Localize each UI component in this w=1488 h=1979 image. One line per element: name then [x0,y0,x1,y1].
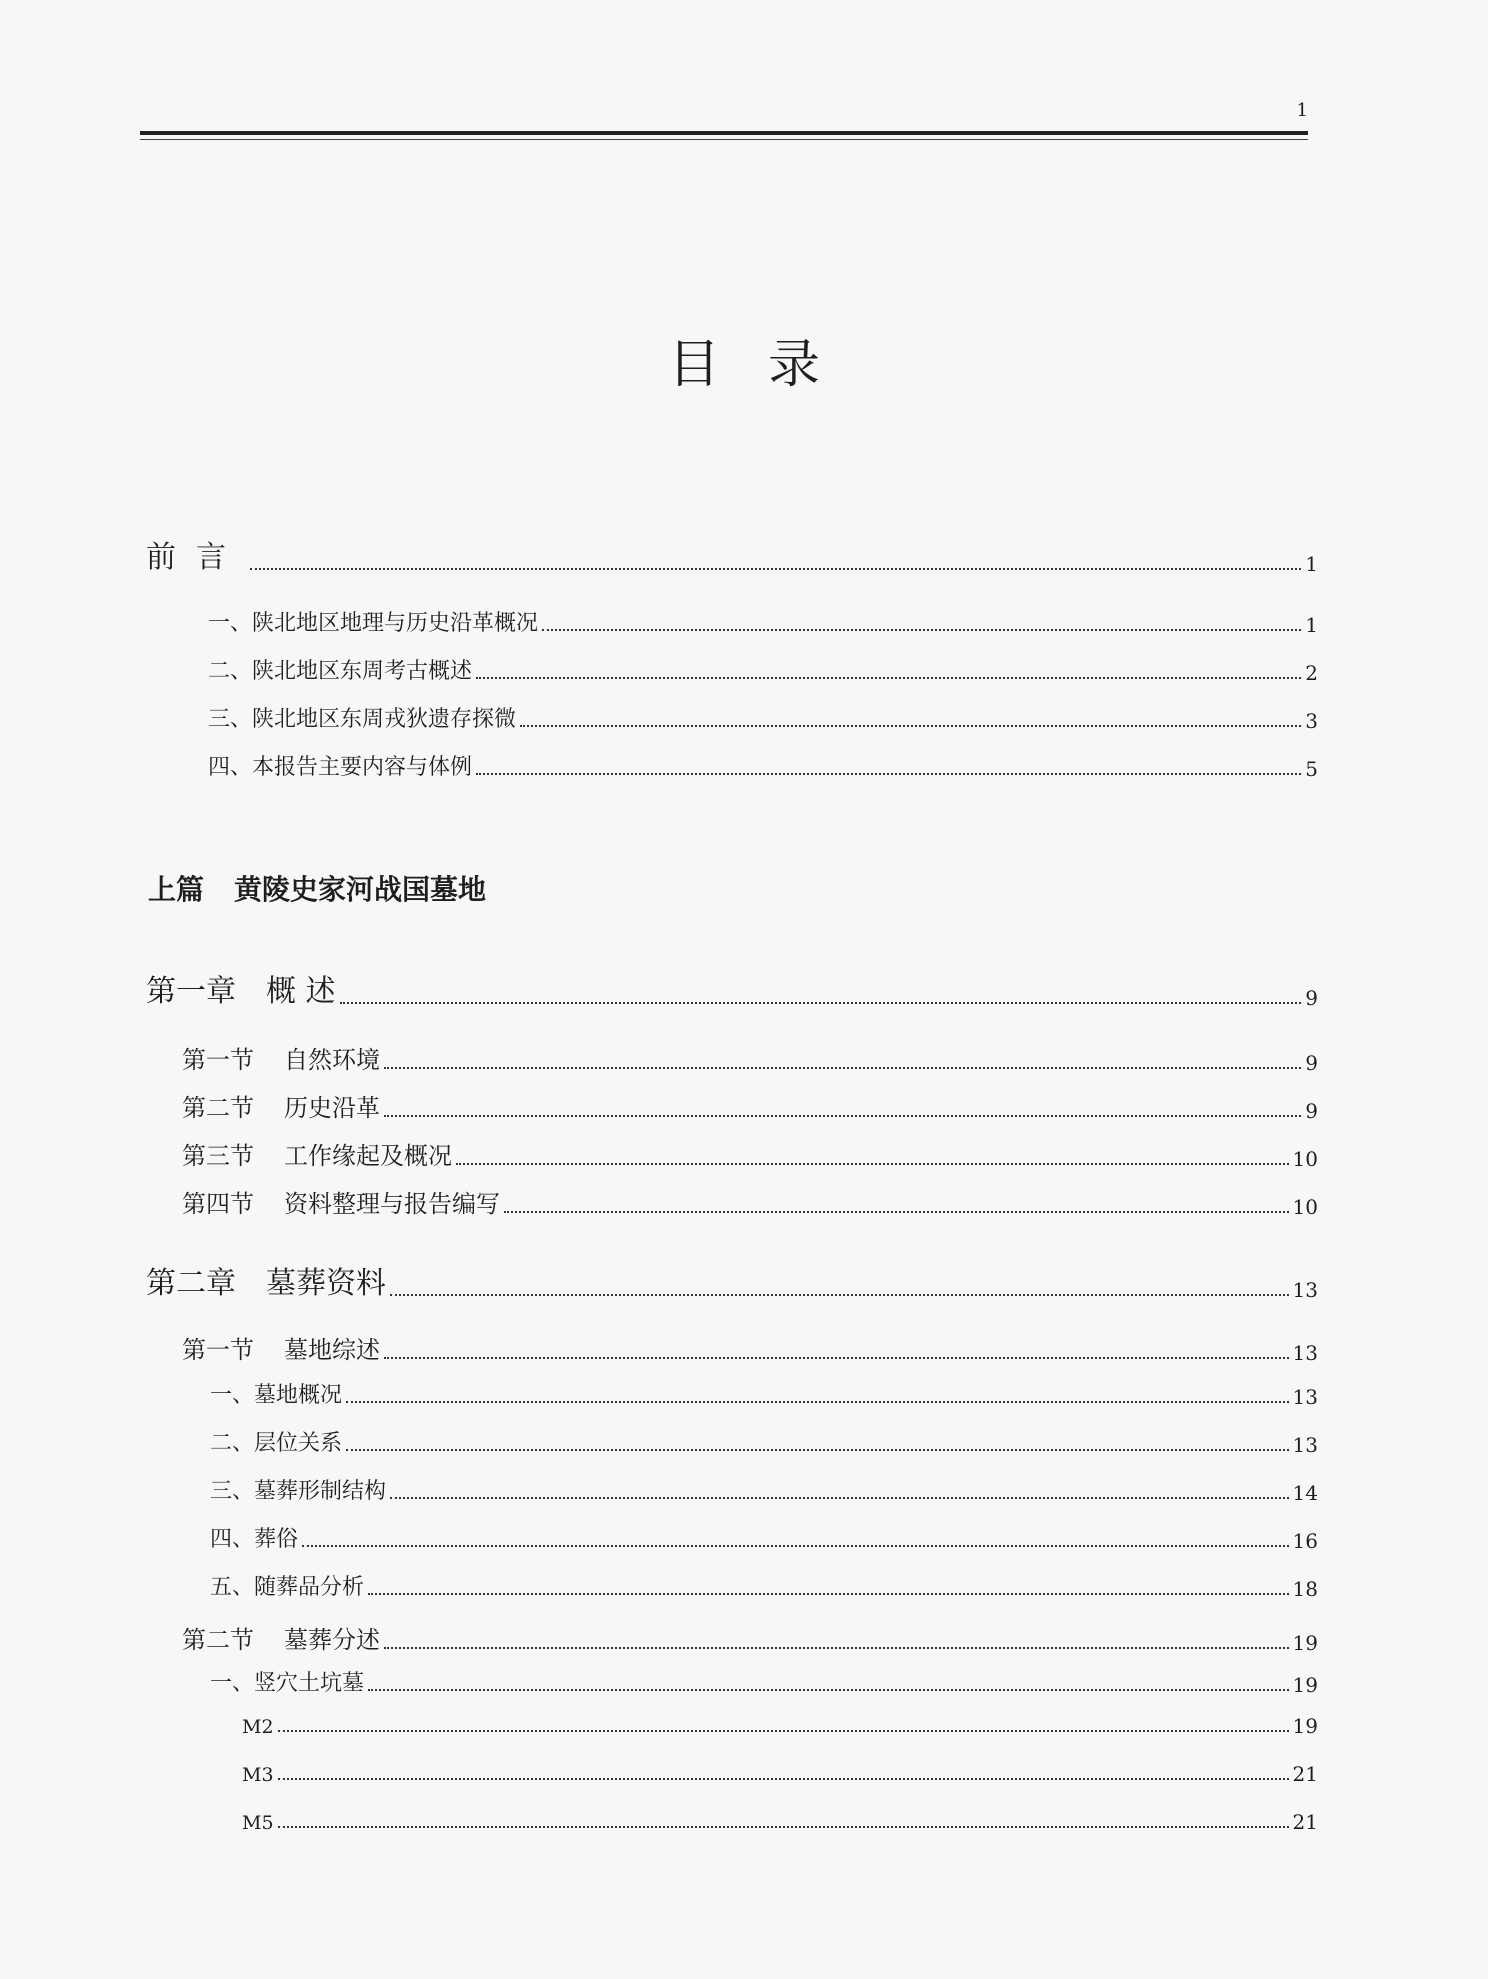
toc-page: 9 [1305,1099,1318,1123]
toc-entry-item[interactable] [210,1522,1318,1553]
leader-dots [278,1730,1289,1732]
leader-dots [476,677,1301,679]
toc-entry-section[interactable] [182,1040,1318,1075]
toc-entry-preface-item[interactable] [208,606,1318,637]
toc-label: 三、墓葬形制结构 [210,1479,387,1504]
part-label: 上篇 [148,873,205,906]
toc-label [182,1136,452,1171]
toc-label [182,1040,380,1075]
toc-entry-section[interactable] [182,1088,1318,1123]
toc-entry-preface-item[interactable] [208,702,1318,733]
toc-label: 四、本报告主要内容与体例 [208,755,473,780]
section-number: 第二节 [182,1626,254,1654]
section-title: 墓葬分述 [284,1626,380,1654]
leader-dots [368,1593,1289,1595]
leader-dots [504,1211,1289,1213]
leader-dots [390,1294,1289,1296]
toc-entry-item[interactable] [210,1570,1318,1601]
toc-entry-section[interactable] [182,1620,1318,1655]
toc-entry-section[interactable] [182,1136,1318,1171]
toc-entry-preface[interactable] [146,532,1318,576]
toc-entry-section[interactable] [182,1184,1318,1219]
leader-dots [368,1689,1289,1691]
section-title: 工作缘起及概况 [284,1142,452,1170]
part-heading [148,868,486,908]
toc-entry-section[interactable] [182,1330,1318,1365]
leader-dots [384,1647,1289,1649]
toc-entry-item[interactable] [210,1426,1318,1457]
toc-page: 19 [1292,1631,1318,1655]
toc-label: 一、竖穴土坑墓 [210,1671,365,1696]
toc-page: 21 [1292,1810,1318,1834]
leader-dots [278,1778,1289,1780]
toc-page: 19 [1292,1673,1318,1697]
toc-label: 四、葬俗 [210,1527,299,1552]
toc-page: 3 [1305,709,1318,733]
toc-page: 10 [1292,1195,1318,1219]
section-title: 资料整理与报告编写 [284,1190,500,1218]
leader-dots [390,1497,1289,1499]
toc-page: 1 [1305,552,1318,576]
toc-label: 一、陕北地区地理与历史沿革概况 [208,611,539,636]
toc-page: 18 [1292,1577,1318,1601]
leader-dots [340,1002,1302,1004]
section-title: 自然环境 [284,1046,380,1074]
page-title: 目录 [667,335,868,395]
leader-dots [542,629,1301,631]
toc-entry-tomb[interactable] [242,1714,1318,1738]
leader-dots [250,568,1301,570]
toc-page: 1 [1305,613,1318,637]
leader-dots [278,1826,1289,1828]
section-number: 第一节 [182,1046,254,1074]
toc-page: 13 [1292,1278,1318,1302]
toc-label [146,1258,386,1302]
leader-dots [384,1357,1289,1359]
page-number: 1 [1296,100,1308,121]
toc-page: 21 [1292,1762,1318,1786]
toc-entry-chapter-1[interactable] [146,966,1318,1010]
toc-label: M5 [242,1812,274,1834]
toc-label: 三、陕北地区东周戎狄遗存探微 [208,707,517,732]
leader-dots [302,1545,1289,1547]
part-title: 黄陵史家河战国墓地 [234,873,487,906]
toc-entry-tomb[interactable] [242,1810,1318,1834]
section-title: 历史沿革 [284,1094,380,1122]
leader-dots [346,1449,1289,1451]
toc-entry-preface-item[interactable] [208,750,1318,781]
leader-dots [346,1401,1289,1403]
toc-page: 2 [1305,661,1318,685]
toc-label: 五、随葬品分析 [210,1575,365,1600]
toc-page: 13 [1292,1433,1318,1457]
leader-dots [520,725,1301,727]
toc-entry-item[interactable] [210,1378,1318,1409]
toc-entry-tomb[interactable] [242,1762,1318,1786]
toc-entry-preface-item[interactable] [208,654,1318,685]
toc-label: 一、墓地概况 [210,1383,343,1408]
toc-entry-item[interactable] [210,1666,1318,1697]
toc-label: 前言 [146,540,246,575]
chapter-number: 第二章 [146,1266,236,1301]
toc-page: 13 [1292,1385,1318,1409]
section-number: 第一节 [182,1336,254,1364]
toc-label [146,966,336,1010]
toc-label [182,1620,380,1655]
toc-label [182,1088,380,1123]
chapter-title: 墓葬资料 [266,1266,386,1301]
leader-dots [476,773,1301,775]
toc-page: 10 [1292,1147,1318,1171]
toc-label: 二、陕北地区东周考古概述 [208,659,473,684]
leader-dots [456,1163,1289,1165]
toc-entry-item[interactable] [210,1474,1318,1505]
toc-label: 二、层位关系 [210,1431,343,1456]
section-number: 第四节 [182,1190,254,1218]
section-title: 墓地综述 [284,1336,380,1364]
toc-page: 19 [1292,1714,1318,1738]
toc-label [182,1184,500,1219]
toc-page: 16 [1292,1529,1318,1553]
section-number: 第二节 [182,1094,254,1122]
toc-entry-chapter-2[interactable] [146,1258,1318,1302]
section-number: 第三节 [182,1142,254,1170]
toc-label: M2 [242,1716,274,1738]
toc-page: 13 [1292,1341,1318,1365]
chapter-title: 概 述 [266,974,336,1009]
toc-page: 9 [1305,1051,1318,1075]
leader-dots [384,1115,1301,1117]
toc-page: 14 [1292,1481,1318,1505]
chapter-number: 第一章 [146,974,236,1009]
toc-label: M3 [242,1764,274,1786]
leader-dots [384,1067,1301,1069]
toc-page: 9 [1305,986,1318,1010]
toc-page: 5 [1305,757,1318,781]
toc-label [182,1330,380,1365]
